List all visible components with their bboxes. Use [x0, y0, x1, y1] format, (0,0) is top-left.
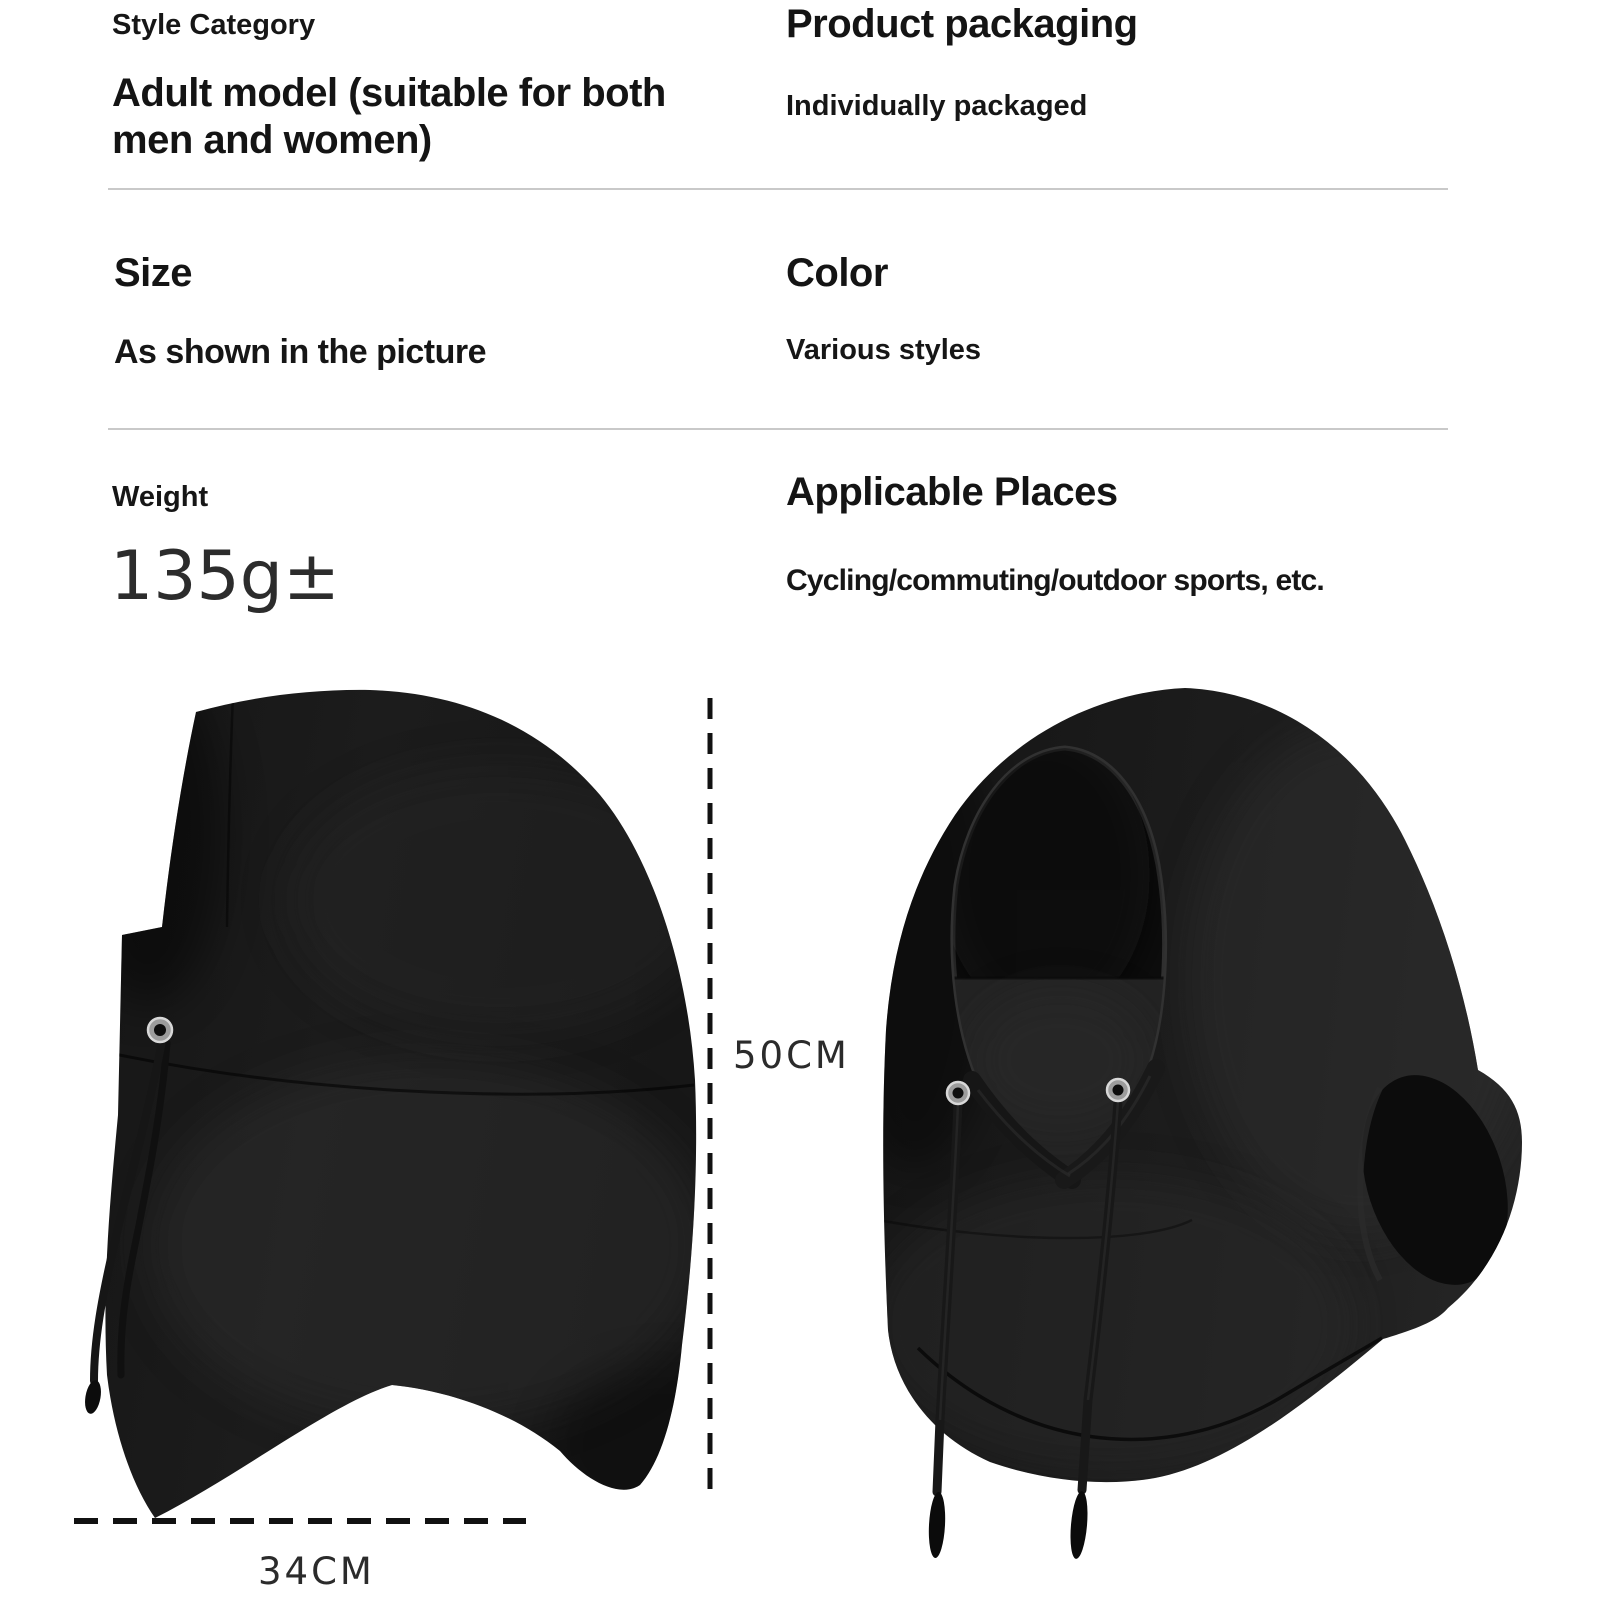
divider-line-2	[108, 428, 1448, 430]
hood-side-view-image	[70, 685, 710, 1520]
eyelet-left	[946, 1081, 970, 1105]
applicable-places-label: Applicable Places	[786, 470, 1118, 514]
width-dimension-line	[74, 1516, 526, 1526]
style-category-value: Adult model (suitable for both men and women)	[112, 71, 666, 163]
height-dimension-line	[705, 698, 715, 1503]
product-packaging-value: Individually packaged	[786, 90, 1088, 122]
cord-toggle	[83, 1379, 104, 1415]
cord-aglet-left	[927, 1492, 946, 1559]
color-value: Various styles	[786, 334, 982, 366]
divider-line-1	[108, 188, 1448, 190]
color-label: Color	[786, 251, 888, 295]
height-dimension-label: 50CM	[733, 1034, 850, 1077]
applicable-places-value: Cycling/commuting/outdoor sports, etc.	[786, 564, 1324, 597]
style-category-label: Style Category	[112, 9, 316, 41]
cord-aglet-right	[1068, 1490, 1090, 1559]
size-value: As shown in the picture	[114, 333, 486, 371]
hood-front-view-image	[860, 680, 1560, 1600]
eyelet-right	[1106, 1078, 1130, 1102]
size-label: Size	[114, 251, 193, 295]
product-packaging-label: Product packaging	[786, 2, 1138, 46]
width-dimension-label: 34CM	[258, 1550, 375, 1593]
weight-value: 135g±	[110, 537, 340, 616]
eyelet	[147, 1017, 173, 1043]
weight-label: Weight	[112, 481, 209, 513]
